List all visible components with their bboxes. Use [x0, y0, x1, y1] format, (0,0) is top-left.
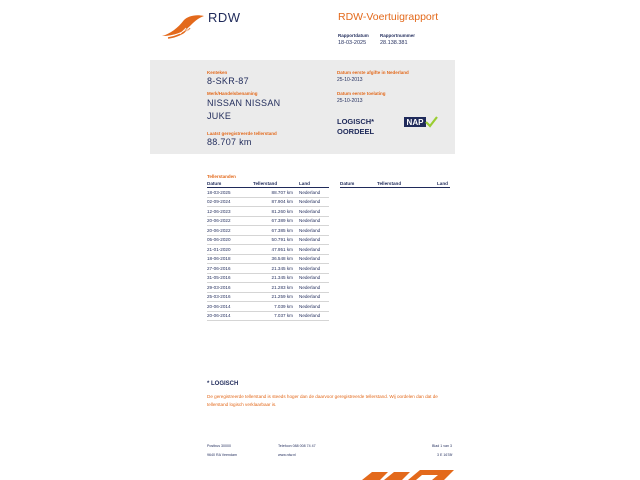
row-country: Nederland [299, 283, 329, 293]
row-odometer: 87.904 km [253, 197, 299, 207]
verdict-line1: LOGISCH* [337, 117, 375, 126]
table-row [207, 207, 329, 217]
row-date: 27-06-2016 [207, 264, 253, 274]
report-number: 28.138.381 [380, 40, 408, 46]
row-country: Nederland [299, 207, 329, 217]
row-odometer: 21.345 km [253, 273, 299, 283]
license-plate: 8-SKR-87 [207, 76, 249, 86]
row-country: Nederland [299, 235, 329, 245]
row-odometer: 88.707 km [253, 188, 299, 198]
first-admission-nl: 25-10-2013 [337, 77, 363, 83]
row-odometer: 36.548 km [253, 254, 299, 264]
row-country: Nederland [299, 197, 329, 207]
last-odometer-label: Laatst geregistreerde tellerstand [207, 131, 277, 136]
col-country: Land [299, 181, 329, 188]
row-odometer: 67.385 km [253, 226, 299, 236]
brand-name: RDW [208, 10, 241, 25]
row-date: 25-03-2016 [207, 292, 253, 302]
row-odometer: 21.283 km [253, 283, 299, 293]
row-country: Nederland [299, 216, 329, 226]
row-date: 18-06-2018 [207, 254, 253, 264]
row-date: 29-03-2016 [207, 283, 253, 293]
row-odometer: 67.389 km [253, 216, 299, 226]
footer-postbus: Postbus 30000 [207, 444, 231, 448]
row-date: 20-06-2022 [207, 226, 253, 236]
row-country: Nederland [299, 245, 329, 255]
row-odometer: 81.260 km [253, 207, 299, 217]
row-country: Nederland [299, 292, 329, 302]
table-row [207, 226, 329, 236]
first-admission: 25-10-2013 [337, 98, 363, 104]
table-row [207, 245, 329, 255]
vehicle-summary-band [150, 60, 455, 154]
footer-website[interactable]: www.rdw.nl [278, 453, 296, 457]
row-date: 21-01-2020 [207, 245, 253, 255]
odometer-table [207, 181, 329, 321]
table-row [207, 235, 329, 245]
row-country: Nederland [299, 254, 329, 264]
footer-phone: Telefoon 088 008 74 47 [278, 444, 316, 448]
last-odometer-value: 88.707 km [207, 137, 252, 147]
table-row [207, 283, 329, 293]
row-country: Nederland [299, 188, 329, 198]
row-date: 20-06-2014 [207, 302, 253, 312]
row-country: Nederland [299, 302, 329, 312]
verdict [337, 117, 374, 137]
table-row [207, 197, 329, 207]
logisch-text: De geregistreerde tellerstand is steeds hoger dan de daarvoor geregistreerde tellerstand. Wij oordelen dan dat de tellerstand logisch verklaarbaar is. [207, 394, 438, 407]
table-row [207, 254, 329, 264]
table-row [207, 311, 329, 321]
col-date-2: Datum [340, 181, 377, 188]
table-header-row-continued [340, 181, 450, 188]
col-date: Datum [207, 181, 253, 188]
rdw-logo-icon [160, 14, 206, 40]
first-admission-nl-label: Datum eerste afgifte in Nederland [337, 70, 409, 75]
plate-label: Kenteken [207, 70, 228, 75]
table-row [207, 216, 329, 226]
footer-code: 3 E 1678f [437, 453, 453, 457]
odometer-section-title: Tellerstanden [207, 174, 236, 179]
table-row [207, 264, 329, 274]
col-odometer: Tellerstand [253, 181, 299, 188]
row-date: 12-06-2023 [207, 207, 253, 217]
row-odometer: 7.037 km [253, 311, 299, 321]
footer-page: Blad 1 van 3 [432, 444, 452, 448]
first-admission-label: Datum eerste toelating [337, 91, 386, 96]
row-date: 31-05-2016 [207, 273, 253, 283]
report-title: RDW-Voertuigrapport [338, 11, 439, 23]
make-model-line2: JUKE [207, 111, 232, 121]
col-odometer-2: Tellerstand [377, 181, 437, 188]
row-country: Nederland [299, 311, 329, 321]
table-row [207, 292, 329, 302]
row-odometer: 50.791 km [253, 235, 299, 245]
make-model-label: Merk/Handelsbenaming [207, 91, 258, 96]
table-row [207, 188, 329, 198]
row-date: 18-03-2025 [207, 188, 253, 198]
row-country: Nederland [299, 226, 329, 236]
table-row [207, 302, 329, 312]
row-date: 20-06-2022 [207, 216, 253, 226]
report-date: 18-03-2025 [338, 40, 367, 46]
row-country: Nederland [299, 273, 329, 283]
make-model-line1: NISSAN NISSAN [207, 98, 281, 108]
row-date: 05-06-2020 [207, 235, 253, 245]
report-date-label: Rapportdatum [338, 33, 369, 38]
row-date: 20-06-2014 [207, 311, 253, 321]
row-odometer: 7.039 km [253, 302, 299, 312]
row-date: 02-09-2024 [207, 197, 253, 207]
decorative-stripes-icon [358, 466, 458, 480]
table-row [207, 273, 329, 283]
logisch-heading: * LOGISCH [207, 381, 239, 387]
nap-badge-text: NAP [406, 118, 424, 127]
row-odometer: 21.259 km [253, 292, 299, 302]
col-country-2: Land [437, 181, 450, 188]
verdict-line2: OORDEEL [337, 127, 375, 136]
footer-address: 9640 RA Veendam [207, 453, 237, 457]
odometer-table-continued [340, 181, 450, 188]
row-odometer: 21.345 km [253, 264, 299, 274]
nap-badge-icon [404, 116, 438, 128]
report-number-label: Rapportnummer [380, 33, 416, 38]
row-odometer: 47.951 km [253, 245, 299, 255]
row-country: Nederland [299, 264, 329, 274]
